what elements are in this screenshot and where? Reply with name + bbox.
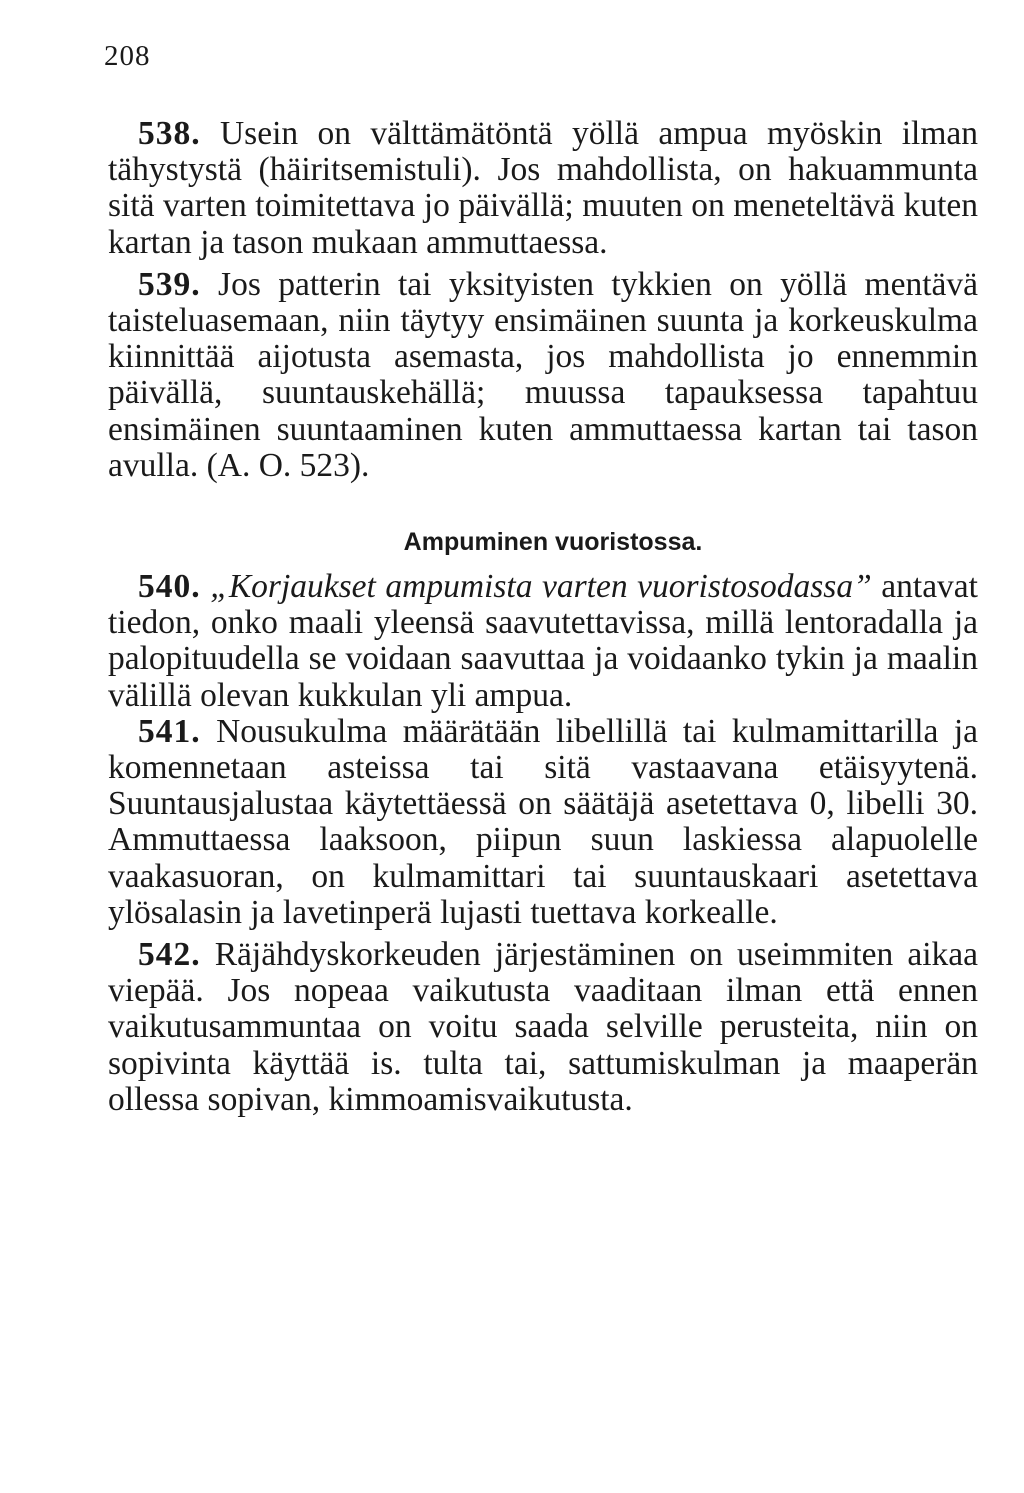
paragraph-number: 541. — [138, 712, 201, 750]
page-number: 208 — [104, 40, 151, 72]
paragraph-text: Jos patterin tai yksityisten tykkien on yöllä mentävä taisteluasemaan, niin täytyy ensimäinen suunta ja korkeuskulma kiinnittää aijotusta asemasta, jos mahdollista jo ennemmin päivällä, suuntauskehällä; muussa tapauksessa tapahtuu ensimäinen suuntaaminen kuten ammuttaessa kartan tai tason avulla. (A. O. 523). — [108, 265, 979, 484]
paragraph-542 — [108, 937, 978, 1118]
page-body — [108, 116, 978, 1118]
paragraph-text: Usein on välttämätöntä yöllä ampua myöskin ilman tähystystä (häiritsemistuli). Jos mahdollista, on hakuammunta sitä varten toimitettava jo päivällä; muuten on meneteltävä kuten kartan ja tason mukaan ammuttaessa. — [108, 115, 979, 261]
paragraph-539 — [108, 267, 978, 484]
paragraph-italic-title: „Korjaukset ampumista varten vuoristosodassa” — [210, 568, 872, 606]
paragraph-text: Nousukulma määrätään libellillä tai kulmamittarilla ja komennetaan asteissa tai sitä vastaavana etäisyytenä. Suuntausjalustaa käytettäessä on säätäjä asetettava 0, libelli 30. Ammuttaessa laaksoon, piipun suun laskiessa alapuolelle vaakasuoran, on kulmamittari tai suuntauskaari asetettava ylösalasin ja lavetinperä lujasti tuettava korkealle. — [108, 712, 978, 931]
paragraph-number: 540. — [138, 568, 201, 606]
paragraph-541 — [108, 714, 978, 931]
section-heading: Ampuminen vuoristossa. — [403, 528, 703, 557]
paragraph-number: 538. — [138, 115, 201, 152]
paragraph-540 — [108, 569, 978, 714]
paragraph-number: 542. — [138, 936, 201, 974]
paragraph-text: Räjähdyskorkeuden järjestäminen on useimmiten aikaa viepää. Jos nopeaa vaikutusta vaaditaan ilman että ennen vaikutusammuntaa on voitu saada selville perusteita, niin on sopivinta käyttää is. tulta tai, sattumiskulman ja maaperän ollessa sopivan, kimmoamisvaikutusta. — [108, 936, 978, 1118]
paragraph-number: 539. — [138, 265, 201, 303]
paragraph-text: antavat tiedon, onko maali yleensä saavutettavissa, millä lentoradalla ja palopituudella se voidaan saavuttaa ja voidaanko tykin ja maalin välillä olevan kukkulan yli ampua. — [108, 568, 978, 714]
paragraph-538 — [108, 116, 978, 261]
